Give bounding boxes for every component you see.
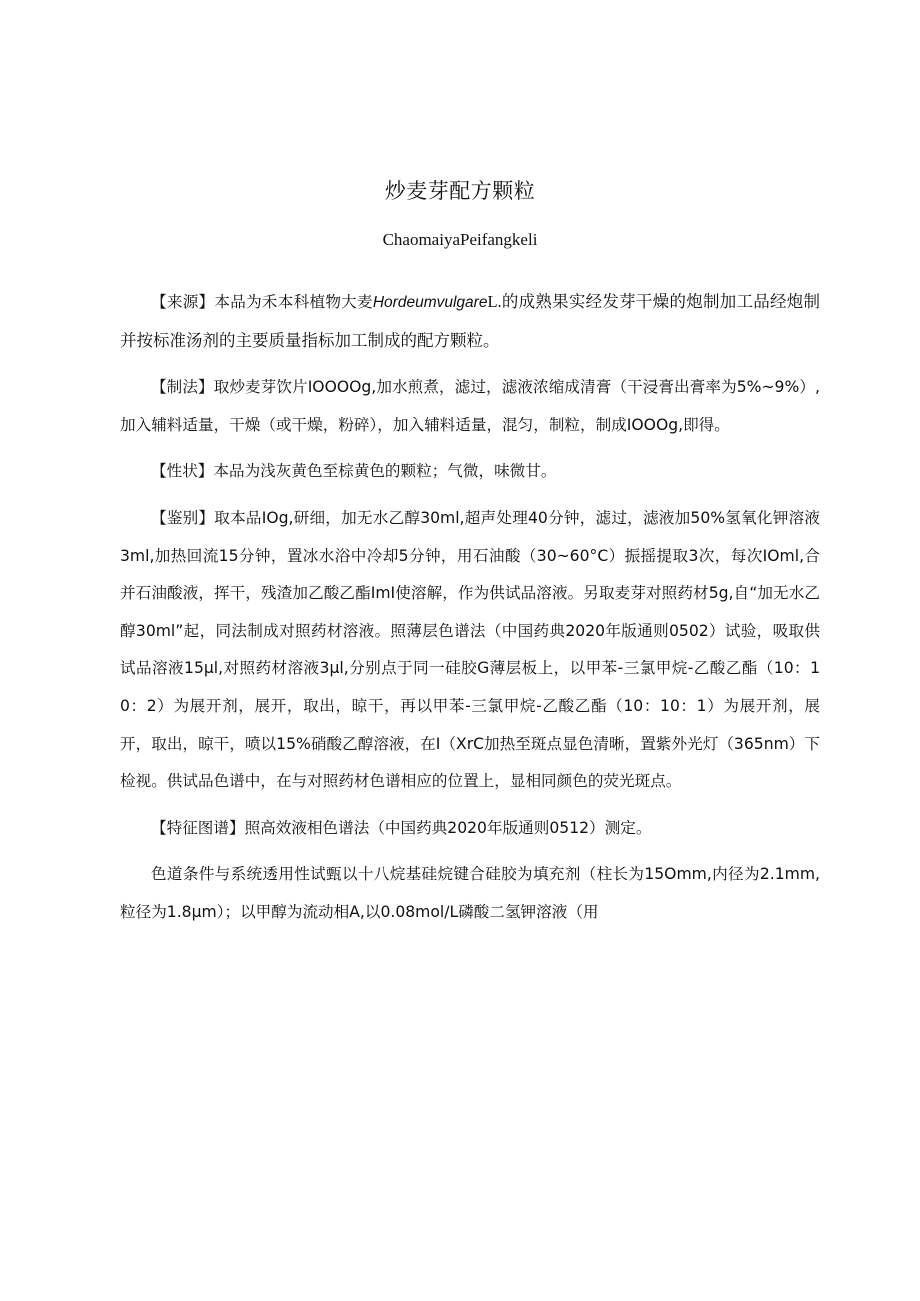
source-text-after: L.的成熟果实经发芽干燥的炮制加工品经炮制并按标准汤剂的主要质量指标加工制成的配方颗粒。 [120, 292, 820, 350]
document-title: 炒麦芽配方颗粒 [384, 179, 536, 203]
fingerprint-label: 【特征图谱】 [151, 818, 245, 837]
source-text-before: 本品为禾本科植物大麦 [214, 293, 373, 311]
chromatography-text: 色道条件与系统透用性试甄以十八烷基硅烷键合硅胶为填充剂（柱长为15Omm,内径为2.1mm,粒径为1.8μm）；以甲醇为流动相A,以0.08mol∕L磷酸二氢钾溶液（用 [120, 865, 820, 921]
preparation-text: 取炒麦芽饮片IOOOOg,加水煎煮，滤过，滤液浓缩成清膏（干浸膏出膏率为5%~9%）,加入辅料适量，干燥（或干燥，粉碎），加入辅料适量，混匀，制粒，制成IOOOg,即得。 [120, 378, 820, 434]
identification-paragraph [120, 500, 820, 801]
identification-label: 【鉴别】 [151, 508, 215, 527]
fingerprint-paragraph [120, 810, 820, 848]
preparation-label: 【制法】 [151, 378, 214, 397]
source-paragraph [120, 283, 820, 360]
character-paragraph [120, 453, 820, 491]
preparation-paragraph [120, 369, 820, 444]
character-label: 【性状】 [151, 462, 214, 481]
source-latin-name: Hordeumvulgare [372, 294, 488, 311]
document-body [120, 283, 820, 932]
character-text: 本品为浅灰黄色至棕黄色的颗粒；气微，味微甘。 [213, 462, 557, 481]
document-subtitle: ChaomaiyaPeifangkeli [382, 230, 538, 249]
chromatography-paragraph [120, 856, 820, 931]
identification-text: 取本品IOg,研细，加无水乙醇30ml,超声处理40分钟，滤过，滤液加50%氢氧化钾溶液3ml,加热回流15分钟，置冰水浴中冷却5分钟，用石油酸（30~60°C）振摇提取3次，每次IOml,合并石油酸液，挥干，残渣加乙酸乙酯ImI使溶解，作为供试品溶液。另取麦芽对照药材5g,自“加无水乙醇30ml”起，同法制成对照药材溶液。照薄层色谱法（中国药典2020年版通则0502）试验，吸取供试品溶液15μl,对照药材溶液3μl,分别点于同一硅胶G薄层板上，以甲苯-三氯甲烷-乙酸乙酯（10：10：2）为展开剂，展开，取出，晾干，再以甲苯-三氯甲烷-乙酸乙酯（10：10：1）为展开剂，展开，取出，晾干，喷以15%硝酸乙醇溶液，在I（XrC加热至斑点显色清晰，置紫外光灯（365nm）下检视。供试品色谱中，在与对照药材色谱相应的位置上，显相同颜色的荧光斑点。 [120, 508, 820, 791]
fingerprint-text: 照高效液相色谱法（中国药典2020年版通则0512）测定。 [244, 818, 652, 837]
source-label: 【来源】 [151, 293, 215, 311]
